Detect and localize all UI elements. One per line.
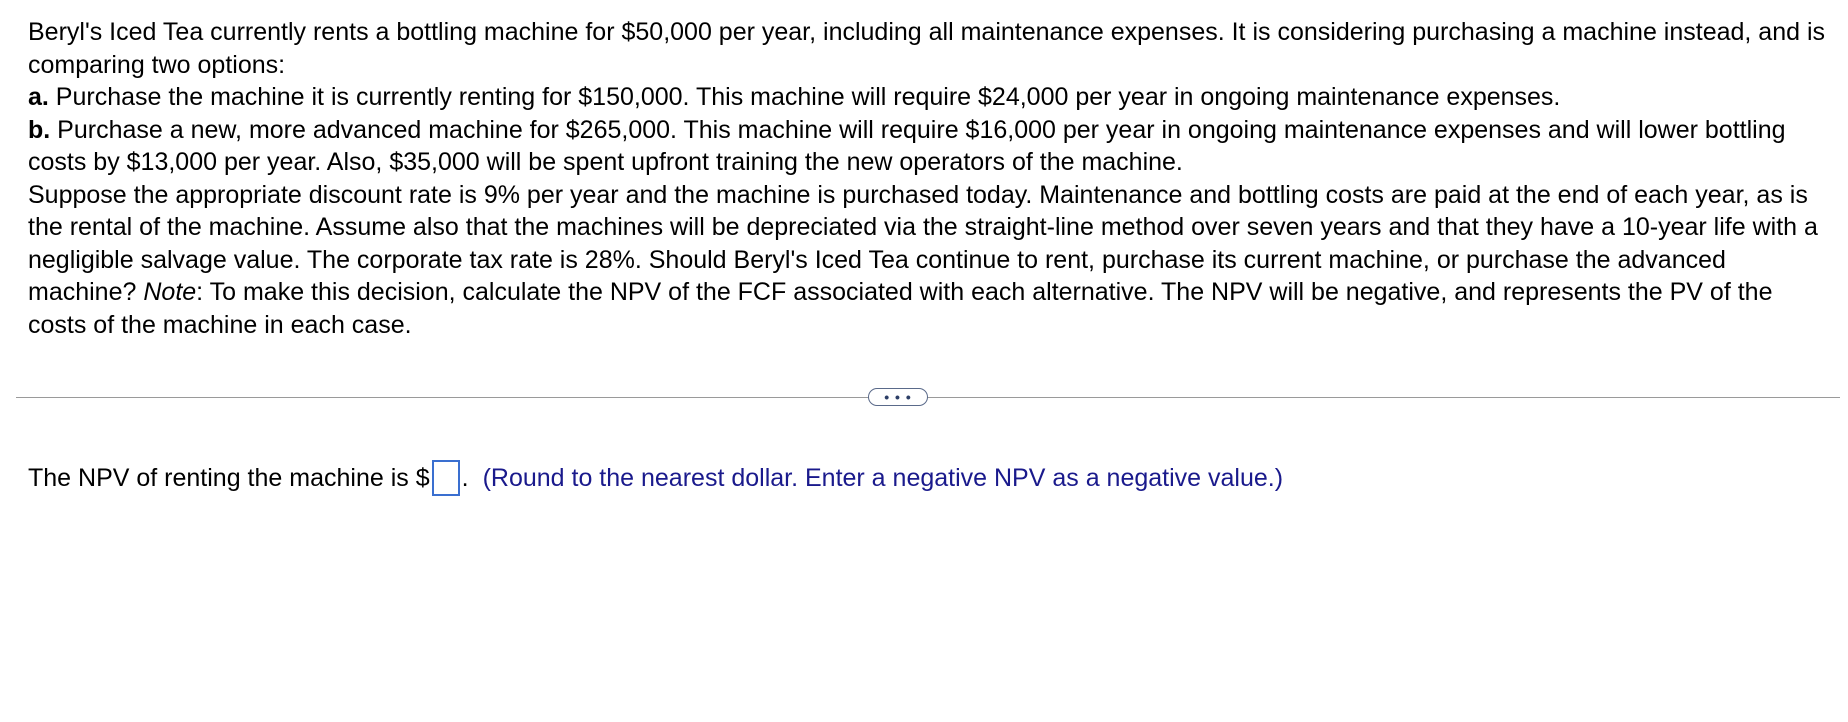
answer-row bbox=[28, 458, 1283, 498]
ellipsis-icon: • • • bbox=[884, 389, 912, 405]
option-a-text: Purchase the machine it is currently renting for $150,000. This machine will require $24,000 per year in ongoing maintenance expenses. bbox=[48, 83, 1561, 111]
more-options-button[interactable] bbox=[868, 388, 928, 406]
option-a bbox=[28, 81, 1828, 114]
note-label: Note bbox=[143, 278, 197, 306]
option-b bbox=[28, 114, 1828, 179]
npv-rent-input[interactable] bbox=[432, 460, 460, 496]
note-text: : To make this decision, calculate the NPV of the FCF associated with each alternative. The NPV will be negative, and represents the PV of the costs of the machine in each case. bbox=[28, 278, 1773, 339]
section-divider bbox=[16, 386, 1840, 410]
problem-intro: Beryl's Iced Tea currently rents a bottling machine for $50,000 per year, including all maintenance expenses. It is considering purchasing a machine instead, and is comparing two options: bbox=[28, 18, 1826, 79]
option-a-label: a. bbox=[28, 83, 49, 111]
problem-assumptions bbox=[28, 179, 1828, 342]
divider-line bbox=[16, 397, 1840, 398]
rounding-hint: (Round to the nearest dollar. Enter a negative NPV as a negative value.) bbox=[482, 464, 1284, 492]
option-b-text: Purchase a new, more advanced machine for $265,000. This machine will require $16,000 per year in ongoing maintenance expenses and will lower bottling costs by $13,000 per year. Also, $35,000 will be spent upfront training the new operators of the machine. bbox=[28, 115, 1786, 176]
answer-suffix: . bbox=[461, 464, 469, 492]
answer-prefix: The NPV of renting the machine is $ bbox=[28, 464, 430, 492]
problem-statement bbox=[28, 16, 1828, 341]
assumptions-text: Suppose the appropriate discount rate is 9% per year and the machine is purchased today. Maintenance and bottling costs are paid at the end of each year, as is the rental of the machine. Assume also that the machines will be depreciated via the straight-line method over seven years and that they have a 10-year life with a negligible salvage value. The corporate tax rate is 28%. Should Beryl's Iced Tea continue to rent, purchase its current machine, or purchase the advanced machine? bbox=[28, 180, 1818, 306]
option-b-label: b. bbox=[28, 115, 51, 144]
